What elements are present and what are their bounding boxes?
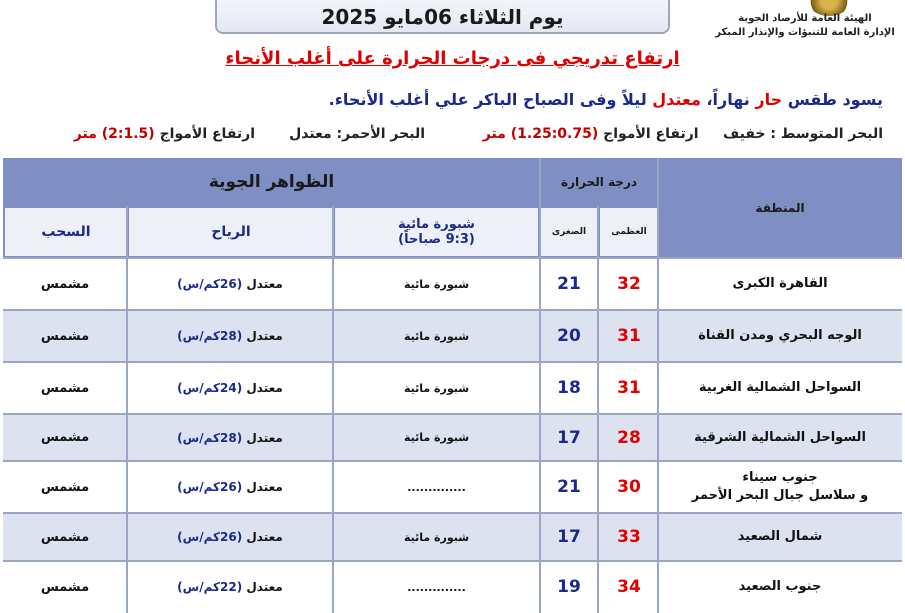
min-temp-cell: 21: [557, 477, 581, 497]
wind-cell: [127, 258, 333, 310]
region-cell: [658, 461, 902, 513]
forecast-table: [3, 158, 902, 613]
red-sea-label: البحر الأحمر:: [331, 126, 425, 142]
weather-text-3: ليلاً وفى الصباح الباكر علي أغلب الأنحاء.: [328, 90, 653, 109]
grid-divider: [3, 560, 902, 562]
region-name: السواحل الشمالية الشرقية: [694, 429, 866, 445]
weather-mild: معتدل: [652, 90, 701, 109]
wind-speed: (26كم/س): [177, 277, 243, 291]
wind-state: معتدل: [246, 530, 283, 544]
grid-divider: [657, 158, 659, 613]
clouds-cell: مشمس: [40, 380, 90, 396]
med-sea-state: خفيف: [722, 126, 766, 142]
col-temp-header: درجة الحرارة: [561, 175, 638, 189]
col-region-header: المنطقة: [658, 158, 902, 258]
col-fog-header: [335, 208, 538, 256]
wind-speed: (28كم/س): [177, 329, 243, 343]
clouds-cell: مشمس: [40, 579, 90, 595]
col-fog-time: (9:3 صباحاً): [398, 232, 475, 247]
wind-cell: [127, 561, 333, 613]
grid-divider: [539, 158, 541, 613]
wind-state: معتدل: [246, 329, 283, 343]
clouds-cell: مشمس: [40, 328, 90, 344]
red-waves-label: ارتفاع الأمواج: [159, 126, 256, 142]
grid-divider: [597, 206, 599, 613]
clouds-cell: مشمس: [40, 276, 90, 292]
wind-speed: (28كم/س): [177, 430, 243, 445]
fog-cell: شبورة مائية: [403, 431, 470, 444]
clouds-cell: مشمس: [40, 430, 90, 445]
wind-state: معتدل: [246, 277, 283, 291]
max-temp-cell: 30: [617, 477, 641, 497]
region-cell: [658, 362, 902, 414]
max-temp-cell: 32: [617, 274, 641, 294]
min-temp-cell: 17: [557, 527, 581, 547]
wind-state: معتدل: [246, 480, 283, 494]
region-cell: [658, 561, 902, 613]
col-wind-header: الرياح: [129, 208, 333, 256]
region-name: جنوب سيناء: [742, 470, 818, 485]
region-name: السواحل الشمالية الغربية: [698, 380, 862, 395]
max-temp-cell: 33: [617, 527, 641, 547]
weather-text-1: يسود طقس: [782, 90, 883, 109]
fog-cell: ..............: [407, 480, 466, 494]
red-sea-info: [74, 126, 425, 142]
headline: ارتفاع تدريجي فى درجات الحرارة على أغلب الأنحاء: [225, 48, 680, 69]
grid-divider: [126, 206, 128, 613]
wind-speed: (26كم/س): [177, 480, 243, 494]
region-name: القاهرة الكبرى: [732, 276, 828, 291]
col-min-header: الصغرى: [540, 208, 598, 256]
min-temp-cell: 20: [557, 326, 581, 346]
fog-cell: شبورة مائية: [403, 277, 470, 291]
wind-cell: [127, 362, 333, 414]
org-line-2: الإدارة العامة للتنبؤات والإنذار المبكر: [715, 27, 895, 38]
wind-speed: (22كم/س): [177, 580, 243, 594]
min-temp-cell: 21: [557, 274, 581, 294]
grid-divider: [3, 512, 902, 514]
region-name: الوجه البحري ومدن القناة: [698, 328, 862, 343]
wind-state: معتدل: [246, 430, 283, 445]
grid-divider: [3, 361, 902, 363]
grid-divider: [3, 460, 902, 462]
grid-divider: [3, 257, 902, 259]
region-cell: [658, 414, 902, 461]
grid-divider: [3, 413, 902, 415]
clouds-cell: مشمس: [40, 479, 90, 495]
date-title: يوم الثلاثاء 06مايو 2025: [215, 0, 670, 34]
col-max-header: العظمى: [600, 208, 658, 256]
region-name-line2: و سلاسل جبال البحر الأحمر: [691, 488, 869, 503]
min-temp-cell: 17: [557, 427, 581, 448]
region-name: شمال الصعيد: [737, 529, 823, 544]
min-temp-cell: 18: [557, 378, 581, 398]
weather-text-2: نهاراً،: [700, 90, 756, 109]
med-sea-info: [483, 126, 883, 142]
fog-cell: شبورة مائية: [403, 530, 470, 544]
wind-speed: (24كم/س): [177, 381, 243, 395]
med-sea-label: البحر المتوسط :: [765, 126, 883, 142]
med-waves-value: (1.25:0.75) متر: [482, 126, 599, 142]
fog-cell: ..............: [407, 580, 466, 594]
region-cell: [658, 258, 902, 310]
grid-divider: [3, 309, 902, 311]
org-line-1: الهيئة العامة للأرصاد الجوية: [738, 13, 872, 24]
min-temp-cell: 19: [557, 577, 581, 597]
col-phenomena-header: الظواهر الجوية: [208, 172, 335, 192]
fog-cell: شبورة مائية: [403, 381, 470, 395]
wind-speed: (26كم/س): [177, 530, 243, 544]
red-sea-state: معتدل: [289, 126, 332, 142]
weather-summary: [329, 90, 883, 109]
col-clouds-header: السحب: [5, 208, 127, 256]
wind-state: معتدل: [246, 381, 283, 395]
region-cell: [658, 310, 902, 362]
wind-cell: [127, 414, 333, 461]
red-waves-value: (2:1.5) متر: [73, 126, 155, 142]
col-fog-label: شبورة مائية: [398, 217, 475, 232]
org-name: [715, 12, 895, 40]
grid-divider: [332, 206, 334, 613]
fog-cell: شبورة مائية: [403, 329, 470, 343]
max-temp-cell: 34: [617, 577, 641, 597]
max-temp-cell: 28: [617, 427, 641, 448]
wind-cell: [127, 310, 333, 362]
region-cell: [658, 513, 902, 561]
weather-hot: حار: [755, 90, 783, 109]
wind-cell: [127, 513, 333, 561]
clouds-cell: مشمس: [40, 529, 90, 545]
max-temp-cell: 31: [617, 326, 641, 346]
max-temp-cell: 31: [617, 378, 641, 398]
wind-state: معتدل: [246, 580, 283, 594]
region-name: جنوب الصعيد: [738, 579, 822, 594]
wind-cell: [127, 461, 333, 513]
med-waves-label: ارتفاع الأمواج: [603, 126, 699, 142]
